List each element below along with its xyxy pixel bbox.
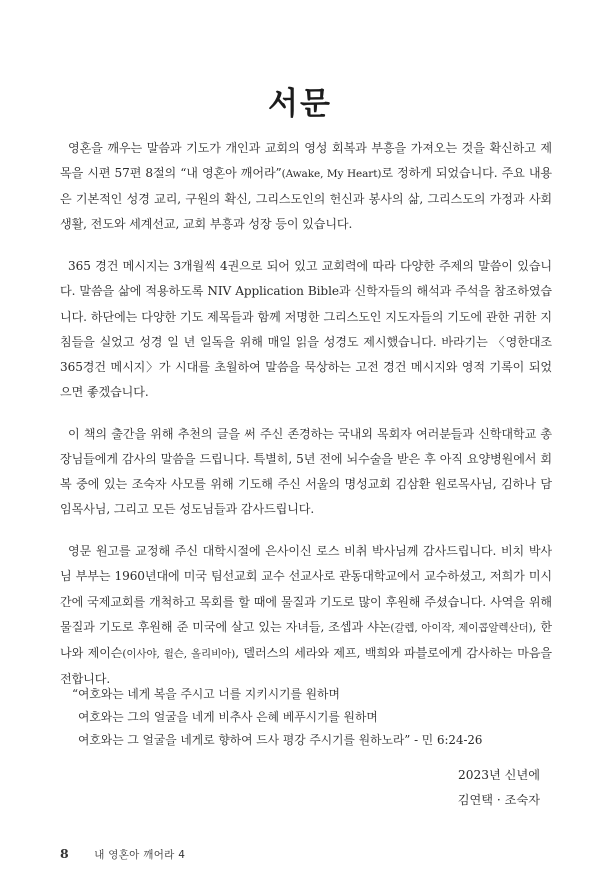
scripture-quote [72,683,552,752]
page-title: 서문 [268,86,332,122]
paragraph-text: 영문 원고를 교정해 주신 대학시절에 은사이신 로스 비취 박사님께 감사드립니다. 비치 박사님 부부는 1960년대에 미국 팀선교회 교수 선교사로 관동대학교에서 교수하셨고, 저희가 미시간에 국제교회를 개척하고 목회를 할 때에 물질과 기도로 많이 후원해 주셨습니다. 사역을 위해 물질과 기도로 후원해 준 미국에 살고 있는 자녀들, 조셉과 샤논 [60,544,552,634]
signature-block [458,763,540,813]
paragraph-text: 로 정하게 되었습니다. 주요 내용은 기본적인 성경 교리, 구원의 확신, 그리스도인의 헌신과 봉사의 삶, 그리스도의 가정과 사회생활, 전도와 세계선교, 교회 부흥과 성장 등이 있습니다. [60,166,552,232]
paragraph-annotation: (갈렙, 아이작, 제이콥알렉산더) [390,621,533,634]
preface-body [60,136,552,709]
quote-line: “여호와는 네게 복을 주시고 너를 지키시기를 원하며 [72,687,340,701]
paragraph-annotation: (이사야, 윌슨, 올리비아) [122,647,236,660]
quote-line: 여호와는 그의 얼굴을 네게 비추사 은혜 베푸시기를 원하며 [78,710,378,724]
page-number: 8 [60,846,69,861]
paragraph-text: 이 책의 출간을 위해 추천의 글을 써 주신 존경하는 국내외 목회자 여러분들과 신학대학교 총장님들에게 감사의 말씀을 드립니다. 특별히, 5년 전에 뇌수술을 받은 후 아직 요양병원에서 회복 중에 있는 조숙자 사모를 위해 기도해 주신 서울의 명성교회 김삼환 원로목사님, 김하나 담임목사님, 그리고 모든 성도님들과 감사드립니다. [60,426,552,517]
preface-paragraph [60,539,552,692]
page-footer [60,846,185,862]
signature-date: 2023년 신년에 [458,768,540,782]
paragraph-text: 영혼을 깨우는 말씀과 기도가 개인과 교회의 영성 회복과 부흥을 가져오는 것을 확신하고 제목을 시편 57편 8절의 “내 영혼아 깨어라” [60,141,552,181]
paragraph-text: , 델러스의 세라와 제프, 백희와 파블로에게 감사하는 마음을 전합니다. [60,645,552,686]
paragraph-text: 365 경건 메시지는 3개월씩 4권으로 되어 있고 교회력에 따라 다양한 주제의 말씀이 있습니다. 말씀을 삶에 적용하도록 NIV Application Bible과 신학자들의 해석과 주석을 참조하였습니다. 하단에는 다양한 기도 제목들과 함께 저명한 그리스도인 지도자들의 기도에 관한 귀한 지침들을 실었고 성경 일 년 일독을 위해 매일 읽을 성경도 제시했습니다. 바라기는 〈영한대조 365경건 메시지〉가 시대를 초월하여 말씀을 묵상하는 고전 경건 메시지와 영적 기록이 되었으면 좋겠습니다. [60,259,552,399]
paragraph-annotation: (Awake, My Heart) [281,168,382,181]
preface-paragraph [60,136,552,237]
preface-paragraph [60,422,552,522]
preface-paragraph [60,254,552,405]
paragraph-text: , 한나와 제이슨 [60,619,552,660]
signature-authors: 김연택 · 조숙자 [457,793,540,807]
running-book-title: 내 영혼아 깨어라 4 [94,849,186,861]
quote-line: 여호와는 그 얼굴을 네게로 향하여 드사 평강 주시기를 원하노라” - 민 6:24-26 [78,733,483,747]
